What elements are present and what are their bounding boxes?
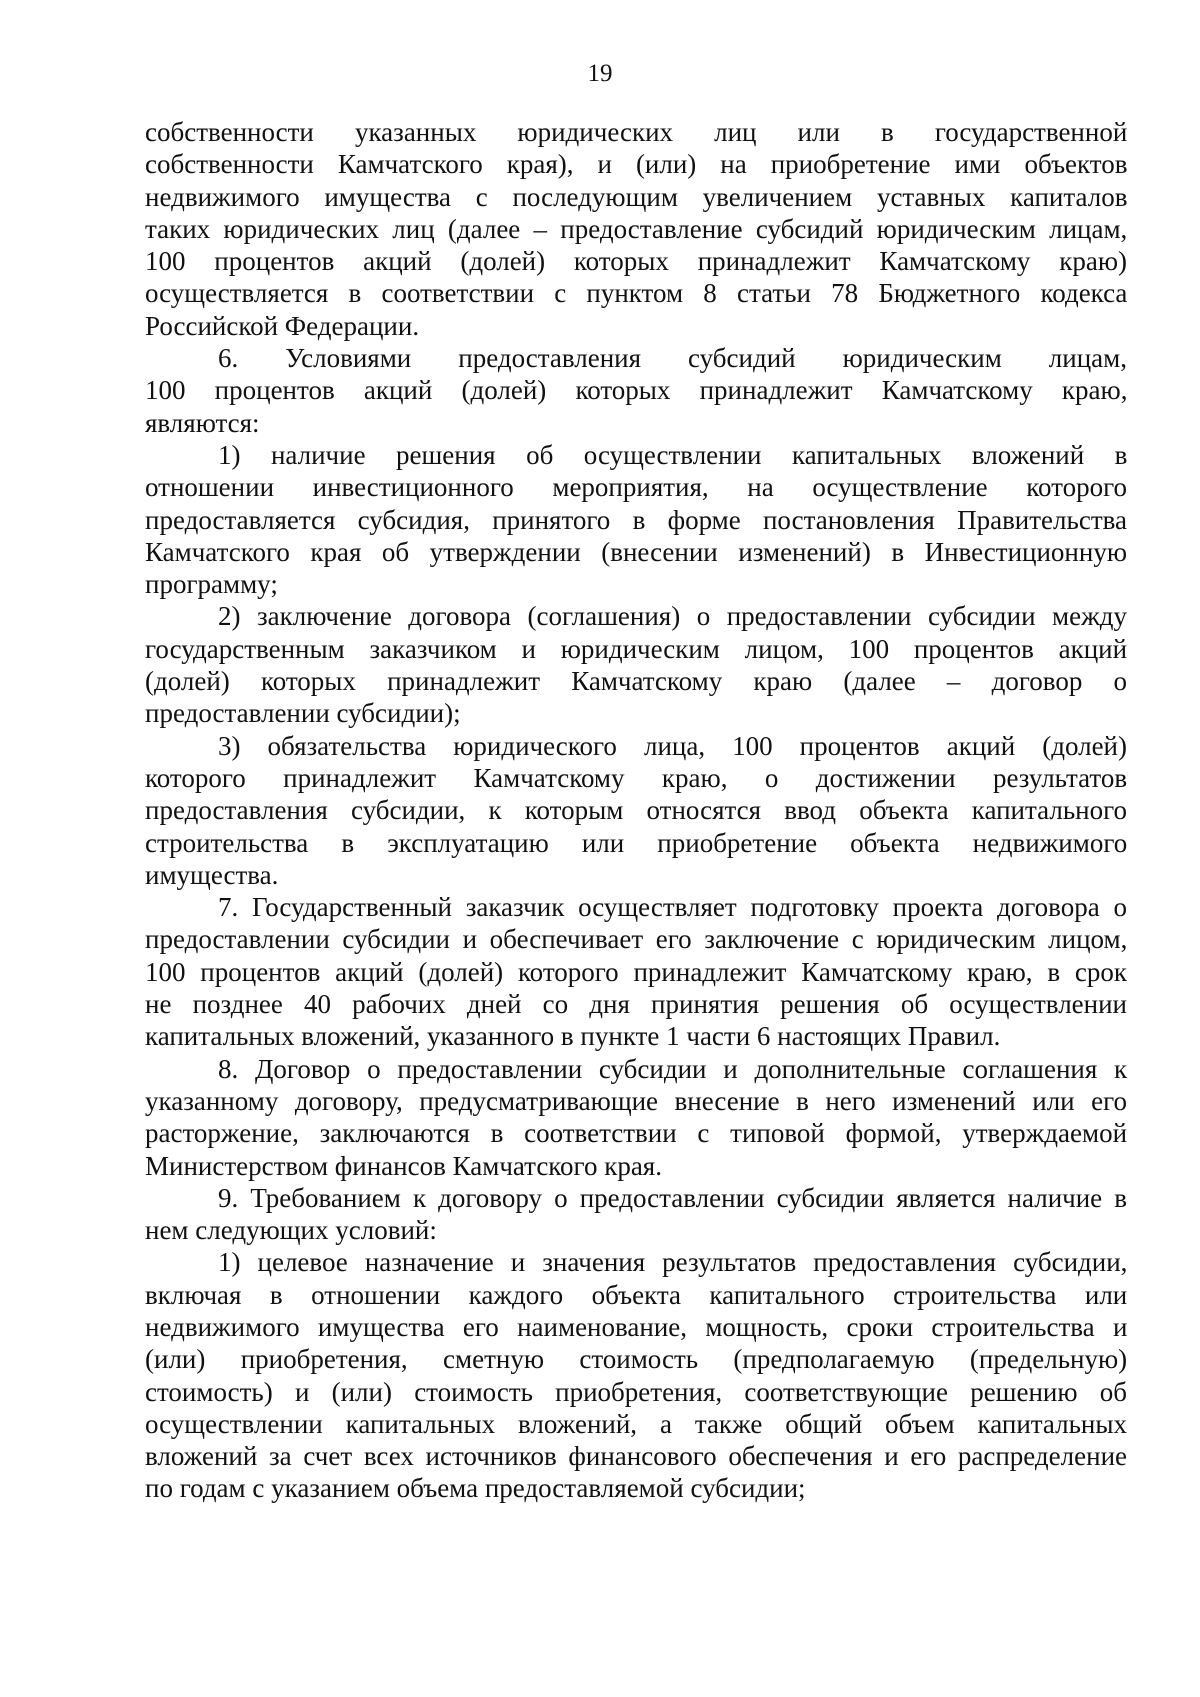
text-line: недвижимого имущества его наименование, мощность, сроки строительства и — [145, 1311, 1128, 1342]
page-number: 19 — [587, 60, 613, 87]
text-line: таких юридических лиц (далее – предоставление субсидий юридическим лицам, — [145, 213, 1128, 244]
text-line: 9. Требованием к договору о предоставлении субсидии является наличие в — [218, 1182, 1127, 1213]
text-line: указанному договору, предусматривающие внесение в него изменений или его — [145, 1085, 1127, 1116]
text-line: имущества. — [145, 859, 279, 890]
text-line: (или) приобретения, сметную стоимость (предполагаемую (предельную) — [145, 1344, 1128, 1375]
text-line: нем следующих условий: — [145, 1215, 437, 1246]
text-line: государственным заказчиком и юридическим лицом, 100 процентов акций — [145, 633, 1128, 664]
text-line: недвижимого имущества с последующим увеличением уставных капиталов — [145, 181, 1128, 212]
text-line: 6. Условиями предоставления субсидий юридическим лицам, — [218, 343, 1127, 374]
text-line: включая в отношении каждого объекта капитального строительства или — [145, 1279, 1128, 1310]
text-line: Министерством финансов Камчатского края. — [145, 1150, 662, 1181]
text-line: строительства в эксплуатацию или приобретение объекта недвижимого — [145, 827, 1128, 858]
text-line: 7. Государственный заказчик осуществляет подготовку проекта договора о — [218, 892, 1127, 923]
text-line: 8. Договор о предоставлении субсидии и дополнительные соглашения к — [218, 1053, 1128, 1084]
text-line: предоставлении субсидии); — [145, 698, 461, 729]
text-line: отношении инвестиционного мероприятия, на осуществление которого — [145, 472, 1127, 503]
text-line: собственности Камчатского края), и (или) на приобретение ими объектов — [145, 149, 1128, 180]
text-line: 100 процентов акций (долей) которых принадлежит Камчатскому краю) — [145, 246, 1127, 277]
text-line: 2) заключение договора (соглашения) о предоставлении субсидии между — [218, 601, 1127, 632]
text-line: которого принадлежит Камчатскому краю, о достижении результатов — [145, 762, 1128, 793]
text-line: не позднее 40 рабочих дней со дня принятия решения об осуществлении — [145, 989, 1127, 1020]
text-line: собственности указанных юридических лиц или в государственной — [145, 117, 1128, 147]
text-line: 1) наличие решения об осуществлении капитальных вложений в — [218, 439, 1128, 470]
text-line: программу; — [145, 569, 278, 600]
text-line: по годам с указанием объема предоставляемой субсидии; — [145, 1473, 806, 1504]
text-line: предоставляется субсидия, принятого в форме постановления Правительства — [145, 504, 1127, 535]
text-line: капитальных вложений, указанного в пункте 1 части 6 настоящих Правил. — [145, 1021, 1001, 1052]
text-line: стоимость) и (или) стоимость приобретения, соответствующие решению об — [145, 1376, 1127, 1407]
text-line: являются: — [145, 407, 260, 438]
text-line: предоставлении субсидии и обеспечивает его заключение с юридическим лицом, — [145, 924, 1128, 955]
text-line: Российской Федерации. — [145, 310, 420, 341]
text-line: вложений за счет всех источников финансового обеспечения и его распределение — [145, 1441, 1127, 1472]
document-body — [145, 116, 1127, 1505]
text-line: предоставления субсидии, к которым относятся ввод объекта капитального — [145, 795, 1127, 826]
text-line: осуществлении капитальных вложений, а также общий объем капитальных — [145, 1408, 1127, 1439]
text-line: расторжение, заключаются в соответствии с типовой формой, утверждаемой — [145, 1118, 1128, 1149]
text-line: Камчатского края об утверждении (внесении изменений) в Инвестиционную — [145, 536, 1127, 567]
text-line: 100 процентов акций (долей) которого принадлежит Камчатскому краю, в срок — [145, 956, 1127, 987]
text-line: 1) целевое назначение и значения результатов предоставления субсидии, — [218, 1247, 1128, 1278]
text-line: осуществляется в соответствии с пунктом 8 статьи 78 Бюджетного кодекса — [145, 278, 1128, 309]
text-line: 100 процентов акций (долей) которых принадлежит Камчатскому краю, — [145, 375, 1128, 406]
text-line: 3) обязательства юридического лица, 100 процентов акций (долей) — [218, 730, 1127, 761]
text-line: (долей) которых принадлежит Камчатскому краю (далее – договор о — [145, 666, 1127, 697]
